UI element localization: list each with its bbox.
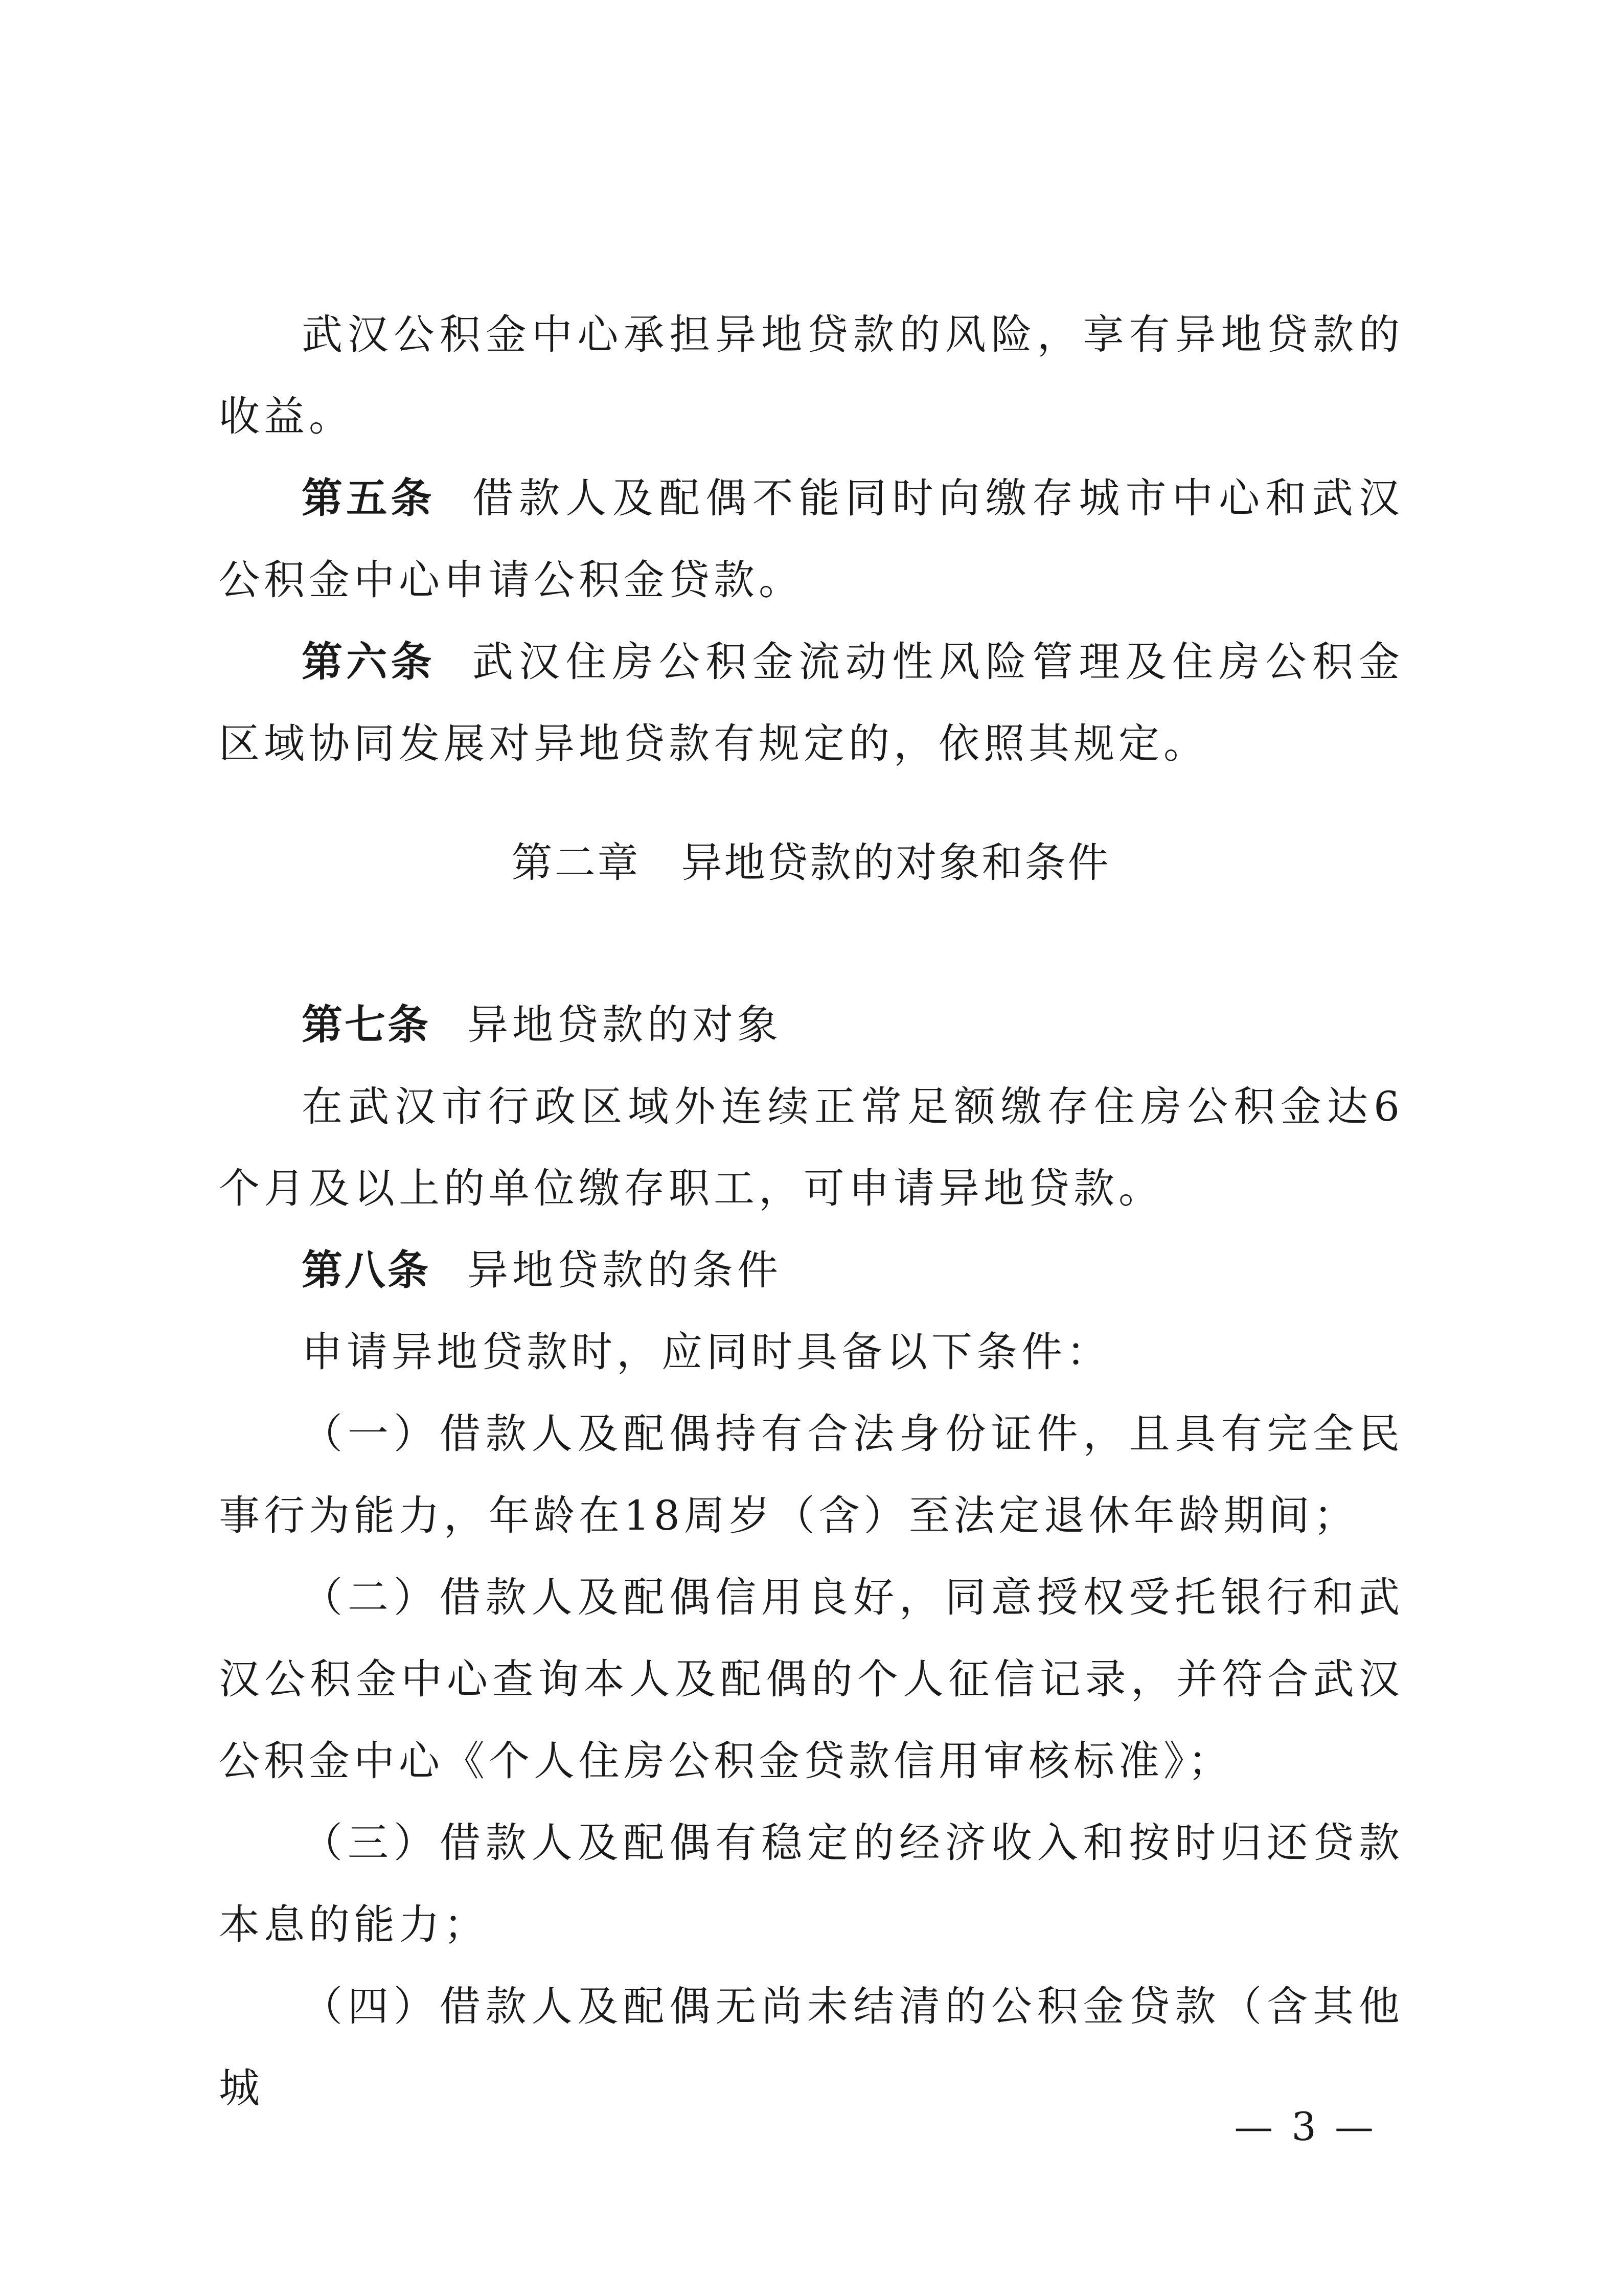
article-7-title: 异地贷款的对象 — [467, 1001, 782, 1049]
chapter-heading — [0, 822, 1622, 904]
paragraph-risk-benefit: 武汉公积金中心承担异地贷款的风险，享有异地贷款的收益。 — [219, 311, 1404, 440]
article-7-label: 第七条 — [302, 1001, 430, 1049]
condition-item-1: （一）借款人及配偶持有合法身份证件，且具有完全民事行为能力，年龄在18周岁（含）至法定退休年龄期间； — [219, 1410, 1404, 1539]
article-8-intro: 申请异地贷款时，应同时具备以下条件： — [302, 1328, 1111, 1376]
article-8-title: 异地贷款的条件 — [467, 1246, 782, 1294]
section-before-chapter — [219, 294, 1404, 785]
condition-item-4: （四）借款人及配偶无尚未结清的公积金贷款（含其他城 — [219, 1983, 1404, 2112]
article-5-label: 第五条 — [302, 474, 436, 522]
article-6 — [219, 621, 1404, 785]
condition-item-3: （三）借款人及配偶有稳定的经济收入和按时归还贷款本息的能力； — [219, 1819, 1404, 1948]
article-5-text: 借款人及配偶不能同时向缴存城市中心和武汉公积金中心申请公积金贷款。 — [219, 474, 1404, 604]
article-8-heading — [219, 1230, 1404, 1311]
section-after-chapter — [219, 984, 1404, 2129]
article-5 — [219, 458, 1404, 621]
article-6-label: 第六条 — [302, 638, 436, 686]
chapter-title: 异地贷款的对象和条件 — [681, 839, 1111, 886]
article-8-label: 第八条 — [302, 1246, 430, 1294]
article-7-heading — [219, 984, 1404, 1066]
chapter-number: 第二章 — [511, 839, 641, 886]
article-7-text: 在武汉市行政区域外连续正常足额缴存住房公积金达6个月及以上的单位缴存职工，可申请异地贷款。 — [219, 1083, 1404, 1212]
article-6-text: 武汉住房公积金流动性风险管理及住房公积金区域协同发展对异地贷款有规定的，依照其规定。 — [219, 638, 1404, 767]
condition-item-2: （二）借款人及配偶信用良好，同意授权受托银行和武汉公积金中心查询本人及配偶的个人征信记录，并符合武汉公积金中心《个人住房公积金贷款信用审核标准》； — [219, 1574, 1404, 1785]
page-number: — 3 — — [1234, 2104, 1377, 2149]
